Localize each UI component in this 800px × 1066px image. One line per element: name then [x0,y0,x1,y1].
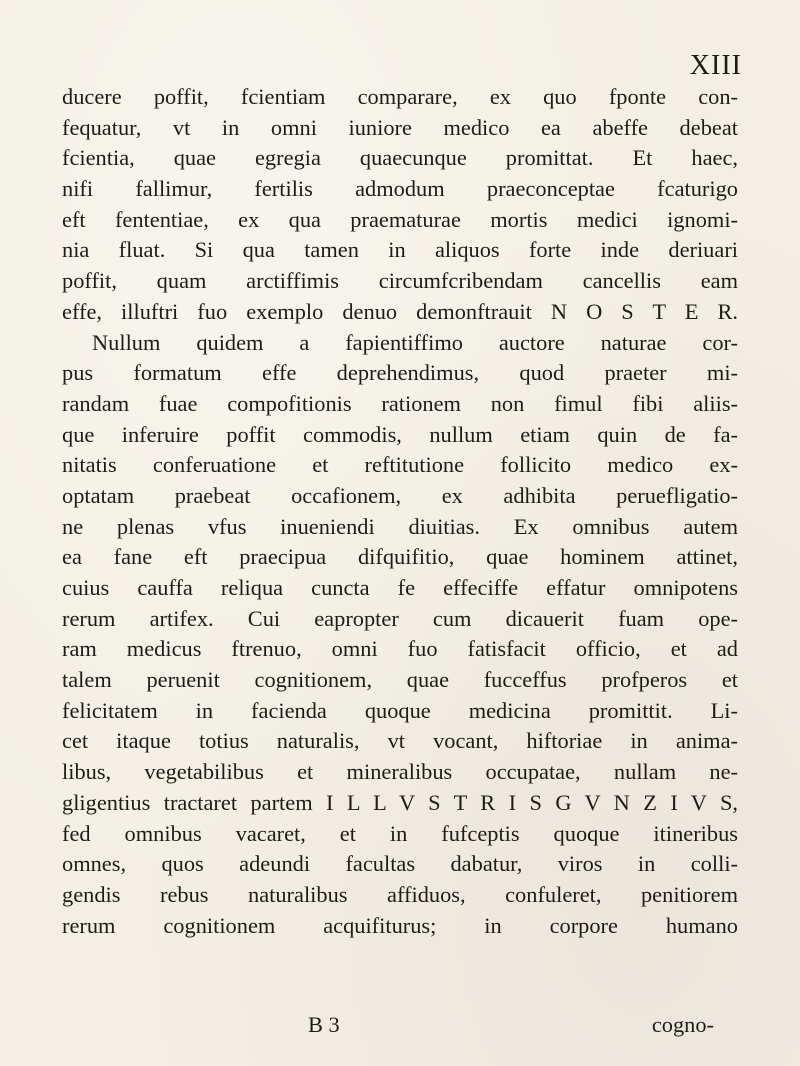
text-line: effe, illuftri fuo exemplo denuo demonftrauit N O S T E R. [62,298,738,324]
page-number: XIII [689,50,742,81]
text-line: ducere poffit, fcientiam comparare, ex quo fponte con- [62,84,738,109]
text-line: ea fane eft praecipua difquifitio, quae hominem attinet, [62,544,738,570]
text-line: que inferuire poffit commodis, nullum etiam quin de fa- [62,421,738,447]
signature-mark: B 3 [308,1012,340,1037]
text-line: gendis rebus naturalibus affiduos, confuleret, penitiorem [62,881,738,907]
text-line: pus formatum effe deprehendimus, quod praeter mi- [62,360,738,386]
text-line: poffit, quam arctiffimis circumfcribendam cancellis eam [62,268,738,294]
text-line: nitatis conferuatione et reftitutione follicito medico ex- [62,452,738,478]
text-line: nia fluat. Si qua tamen in aliquos forte inde deriuari [62,237,738,263]
text-line: felicitatem in facienda quoque medicina promittit. Li- [62,697,738,723]
text-line: ram medicus ftrenuo, omni fuo fatisfacit officio, et ad [62,636,738,662]
text-line: rerum artifex. Cui eapropter cum dicauerit fuam ope- [62,605,738,631]
text-line: rerum cognitionem acquifiturus; in corpore humano [62,912,738,938]
text-line: fed omnibus vacaret, et in fufceptis quoque itineribus [62,820,738,846]
text-line: eft fententiae, ex qua praematurae mortis medici ignomi- [62,206,738,232]
footer-line [62,1012,738,1044]
text-line: ne plenas vfus inueniendi diuitias. Ex omnibus autem [62,513,738,539]
text-line: libus, vegetabilibus et mineralibus occupatae, nullam ne- [62,759,738,785]
text-line: cet itaque totius naturalis, vt vocant, hiftoriae in anima- [62,728,738,754]
text-line: cuius cauffa reliqua cuncta fe effeciffe effatur omnipotens [62,575,738,600]
catchword: cogno- [651,1012,714,1037]
text-line: optatam praebeat occafionem, ex adhibita peruefligatio- [62,482,738,508]
text-line: randam fuae compofitionis rationem non fimul fibi aliis- [62,390,738,416]
body-text [62,82,738,941]
text-line: Nullum quidem a fapientiffimo auctore naturae cor- [92,329,738,355]
text-line: nifi fallimur, fertilis admodum praeconceptae fcaturigo [62,176,738,202]
text-line: gligentius tractaret partem I L L V S T R I S G V N Z I V S, [62,789,738,815]
text-line: fcientia, quae egregia quaecunque promittat. Et haec, [62,145,738,171]
text-line: omnes, quos adeundi facultas dabatur, viros in colli- [62,851,738,877]
text-line: fequatur, vt in omni iuniore medico ea abeffe debeat [62,114,738,140]
text-line: talem peruenit cognitionem, quae fucceffus profperos et [62,667,738,693]
